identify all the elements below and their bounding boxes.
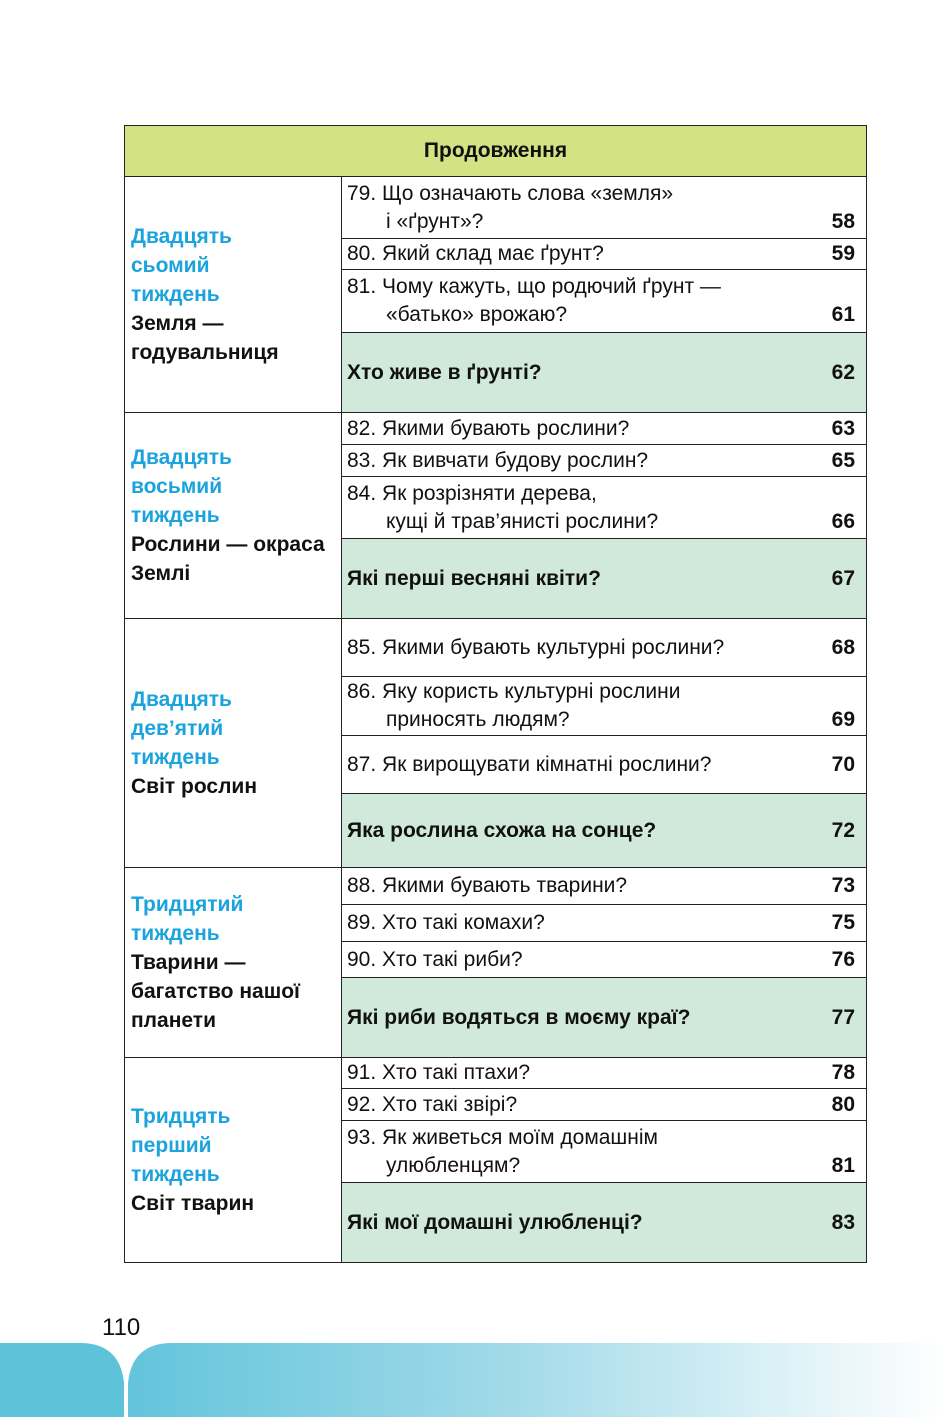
lesson-title: 90. Хто такі риби? (347, 947, 523, 971)
lesson-title: Які мої домашні улюбленці? (347, 1210, 643, 1234)
toc-row[interactable] (342, 413, 867, 445)
week-theme: Земля — годувальниця (131, 312, 279, 364)
week-title: перший (131, 1134, 212, 1157)
toc-row[interactable] (342, 1089, 867, 1121)
toc-row[interactable] (342, 445, 867, 477)
lesson-title: 79. Що означають слова «земля» (347, 181, 674, 205)
week-title: Двадцять (131, 225, 232, 248)
lesson-title: 92. Хто такі звірі? (347, 1092, 518, 1116)
page-ref: 67 (831, 566, 855, 590)
page-ref: 70 (831, 752, 855, 776)
page-ref: 76 (831, 947, 855, 971)
lesson-title: Хто живе в ґрунті? (347, 360, 542, 384)
week-title: дев’ятий (131, 717, 224, 740)
toc-row[interactable] (342, 1121, 867, 1183)
week-theme: Світ тварин (131, 1192, 255, 1215)
toc-row[interactable] (342, 868, 867, 905)
lesson-title: Яка рослина схожа на сонце? (347, 818, 657, 842)
week-title: тиждень (131, 1163, 220, 1186)
toc-row[interactable] (342, 677, 867, 736)
week-title: тиждень (131, 283, 220, 306)
week-title: Тридцять (131, 1105, 231, 1128)
page-ref: 78 (831, 1061, 855, 1084)
page-ref: 72 (831, 818, 855, 842)
week-theme: Рослини — окраса Землі (131, 533, 325, 585)
lesson-title-cont: кущі й трав’янисті рослини? (386, 509, 659, 533)
week-title: сьомий (131, 254, 210, 277)
lesson-title-cont: улюбленцям? (386, 1153, 521, 1177)
decorative-bottom-band (0, 1343, 946, 1417)
lesson-title: 91. Хто такі птахи? (347, 1061, 531, 1084)
week-title: тиждень (131, 504, 220, 527)
page-ref: 63 (831, 416, 855, 440)
toc-row[interactable] (342, 477, 867, 539)
week-title: восьмий (131, 475, 223, 498)
lesson-title: 93. Як живеться моїм домашнім (347, 1125, 658, 1149)
toc-row-highlight[interactable] (342, 978, 867, 1058)
lesson-title: 88. Якими бувають тварини? (347, 874, 628, 897)
toc-row-highlight[interactable] (342, 333, 867, 413)
page-ref: 58 (831, 209, 855, 233)
week-title: Двадцять (131, 688, 232, 711)
page-ref: 75 (831, 911, 855, 934)
week-cell (125, 1058, 342, 1263)
week-cell (125, 413, 342, 619)
page-ref: 61 (831, 303, 855, 326)
week-cell (125, 177, 342, 413)
toc-row[interactable] (342, 1058, 867, 1089)
week-title: Тридцятий (131, 893, 244, 916)
lesson-title: 82. Якими бувають рослини? (347, 416, 630, 440)
lesson-title: Які перші весняні квіти? (347, 566, 601, 590)
page-ref: 65 (831, 448, 855, 472)
page-ref: 68 (831, 635, 855, 659)
toc-row[interactable] (342, 177, 867, 239)
contents-table (124, 125, 867, 1263)
lesson-title: 86. Яку користь культурні рослини (347, 680, 681, 703)
lesson-title: 89. Хто такі комахи? (347, 911, 545, 934)
lesson-title: 85. Якими бувають культурні рослини? (347, 635, 725, 659)
lesson-title: 84. Як розрізняти дерева, (347, 481, 597, 505)
page-ref: 73 (831, 874, 855, 897)
toc-row-highlight[interactable] (342, 794, 867, 868)
lesson-title: 81. Чому кажуть, що родючий ґрунт — (347, 275, 721, 298)
table-header: Продовження (125, 126, 867, 177)
page-ref: 59 (831, 242, 855, 265)
page-ref: 83 (831, 1210, 855, 1234)
lesson-title: Які риби водяться в моєму краї? (347, 1005, 691, 1029)
week-title: Двадцять (131, 446, 232, 469)
page-ref: 80 (831, 1092, 855, 1116)
page-ref: 77 (831, 1005, 855, 1029)
week-cell (125, 868, 342, 1058)
toc-row[interactable] (342, 942, 867, 978)
lesson-title: 87. Як вирощувати кімнатні рослини? (347, 752, 712, 776)
toc-row-highlight[interactable] (342, 1183, 867, 1263)
week-theme: Тварини — багатство нашої планети (131, 951, 300, 1032)
lesson-title: 83. Як вивчати будову рослин? (347, 448, 649, 472)
page-ref: 66 (831, 509, 855, 533)
toc-row[interactable] (342, 905, 867, 942)
lesson-title: 80. Який склад має ґрунт? (347, 242, 604, 265)
toc-row[interactable] (342, 239, 867, 270)
page-ref: 69 (831, 708, 855, 731)
lesson-title-cont: «батько» врожаю? (386, 303, 568, 326)
week-cell (125, 619, 342, 868)
toc-row-highlight[interactable] (342, 539, 867, 619)
toc-row[interactable] (342, 270, 867, 333)
toc-row[interactable] (342, 736, 867, 794)
toc-row[interactable] (342, 619, 867, 677)
page-number: 110 (102, 1314, 141, 1341)
page-ref: 81 (831, 1153, 855, 1177)
week-title: тиждень (131, 746, 220, 769)
week-title: тиждень (131, 922, 220, 945)
page-ref: 62 (831, 360, 855, 384)
lesson-title-cont: приносять людям? (386, 708, 570, 731)
lesson-title-cont: і «ґрунт»? (386, 209, 484, 233)
week-theme: Світ рослин (131, 775, 258, 798)
